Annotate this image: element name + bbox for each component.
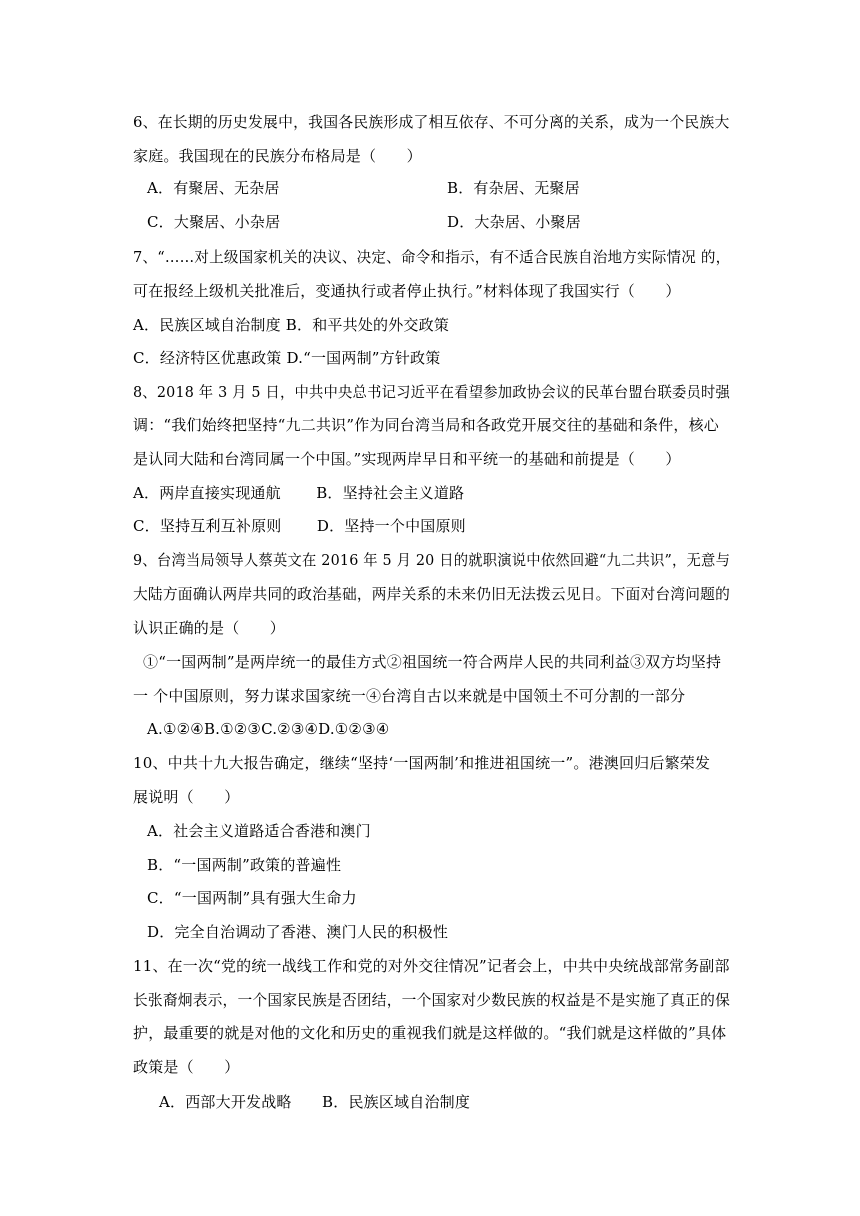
question-8-options-line-1: A．两岸直接实现通航 B．坚持社会主义道路 bbox=[133, 484, 465, 502]
question-10-stem-line-1: 10、中共十九大报告确定，继续“坚持‘一国两制’和推进祖国统一”。港澳回归后繁荣发 bbox=[133, 754, 711, 772]
question-9-stem-line-1: 9、台湾当局领导人蔡英文在 2016 年 5 月 20 日的就职演说中依然回避“九二共识”，无意与 bbox=[133, 551, 731, 569]
question-6-option-b: B．有杂居、无聚居 bbox=[447, 179, 580, 197]
question-10-option-c: C．“一国两制”具有强大生命力 bbox=[147, 889, 357, 907]
question-11-stem-line-2: 长张裔炯表示，一个国家民族是否团结，一个国家对少数民族的权益是不是实施了真正的保 bbox=[133, 991, 731, 1009]
question-11-stem-line-4: 政策是（ ） bbox=[133, 1058, 240, 1076]
question-9-options-line: A.①②④B.①②③C.②③④D.①②③④ bbox=[147, 720, 390, 738]
question-7-stem-line-2: 可在报经上级机关批准后，变通执行或者停止执行。”材料体现了我国实行（ ） bbox=[133, 282, 681, 300]
question-9-stem-line-3: 认识正确的是（ ） bbox=[133, 619, 286, 637]
question-9-statements-line-2: 一 个中国原则，努力谋求国家统一④台湾自古以来就是中国领土不可分割的一部分 bbox=[133, 687, 686, 705]
question-6-option-a: A．有聚居、无杂居 bbox=[147, 179, 280, 197]
question-7-options-line-2: C．经济特区优惠政策 D.“一国两制”方针政策 bbox=[133, 349, 441, 367]
question-7-options-line-1: A．民族区域自治制度 B．和平共处的外交政策 bbox=[133, 316, 450, 334]
question-9-stem-line-2: 大陆方面确认两岸共同的政治基础，两岸关系的未来仍旧无法拨云见日。下面对台湾问题的 bbox=[133, 585, 731, 603]
question-11-stem-line-3: 护，最重要的就是对他的文化和历史的重视我们就是这样做的。“我们就是这样做的”具体 bbox=[133, 1024, 727, 1042]
question-6-stem-line-1: 6、在长期的历史发展中，我国各民族形成了相互依存、不可分离的关系，成为一个民族大 bbox=[133, 113, 730, 131]
question-11-options-line: A．西部大开发战略 B．民族区域自治制度 bbox=[159, 1093, 471, 1111]
question-8-stem-line-1: 8、2018 年 3 月 5 日，中共中央总书记习近平在看望参加政协会议的民革台盟台联委员时强 bbox=[133, 383, 731, 401]
question-10-option-b: B．“一国两制”政策的普遍性 bbox=[147, 856, 342, 874]
question-8-options-line-2: C．坚持互利互补原则 D．坚持一个中国原则 bbox=[133, 517, 466, 535]
question-6-option-d: D．大杂居、小聚居 bbox=[447, 213, 581, 231]
question-8-stem-line-3: 是认同大陆和台湾同属一个中国。”实现两岸早日和平统一的基础和前提是（ ） bbox=[133, 450, 681, 468]
question-6-option-c: C．大聚居、小杂居 bbox=[147, 213, 281, 231]
question-10-option-d: D．完全自治调动了香港、澳门人民的积极性 bbox=[147, 923, 449, 941]
question-6-stem-line-2: 家庭。我国现在的民族分布格局是（ ） bbox=[133, 147, 422, 165]
question-10-option-a: A．社会主义道路适合香港和澳门 bbox=[147, 822, 371, 840]
question-9-statements-line-1: ①“一国两制”是两岸统一的最佳方式②祖国统一符合两岸人民的共同利益③双方均坚持 bbox=[143, 653, 722, 671]
question-10-stem-line-2: 展说明（ ） bbox=[133, 788, 240, 806]
question-8-stem-line-2: 调：“我们始终把坚持“九二共识”作为同台湾当局和各政党开展交往的基础和条件，核心 bbox=[133, 416, 720, 434]
question-11-stem-line-1: 11、在一次“党的统一战线工作和党的对外交往情况”记者会上，中共中央统战部常务副部 bbox=[133, 957, 730, 975]
question-7-stem-line-1: 7、“……对上级国家机关的决议、决定、命令和指示，有不适合民族自治地方实际情况 的， bbox=[133, 248, 731, 266]
